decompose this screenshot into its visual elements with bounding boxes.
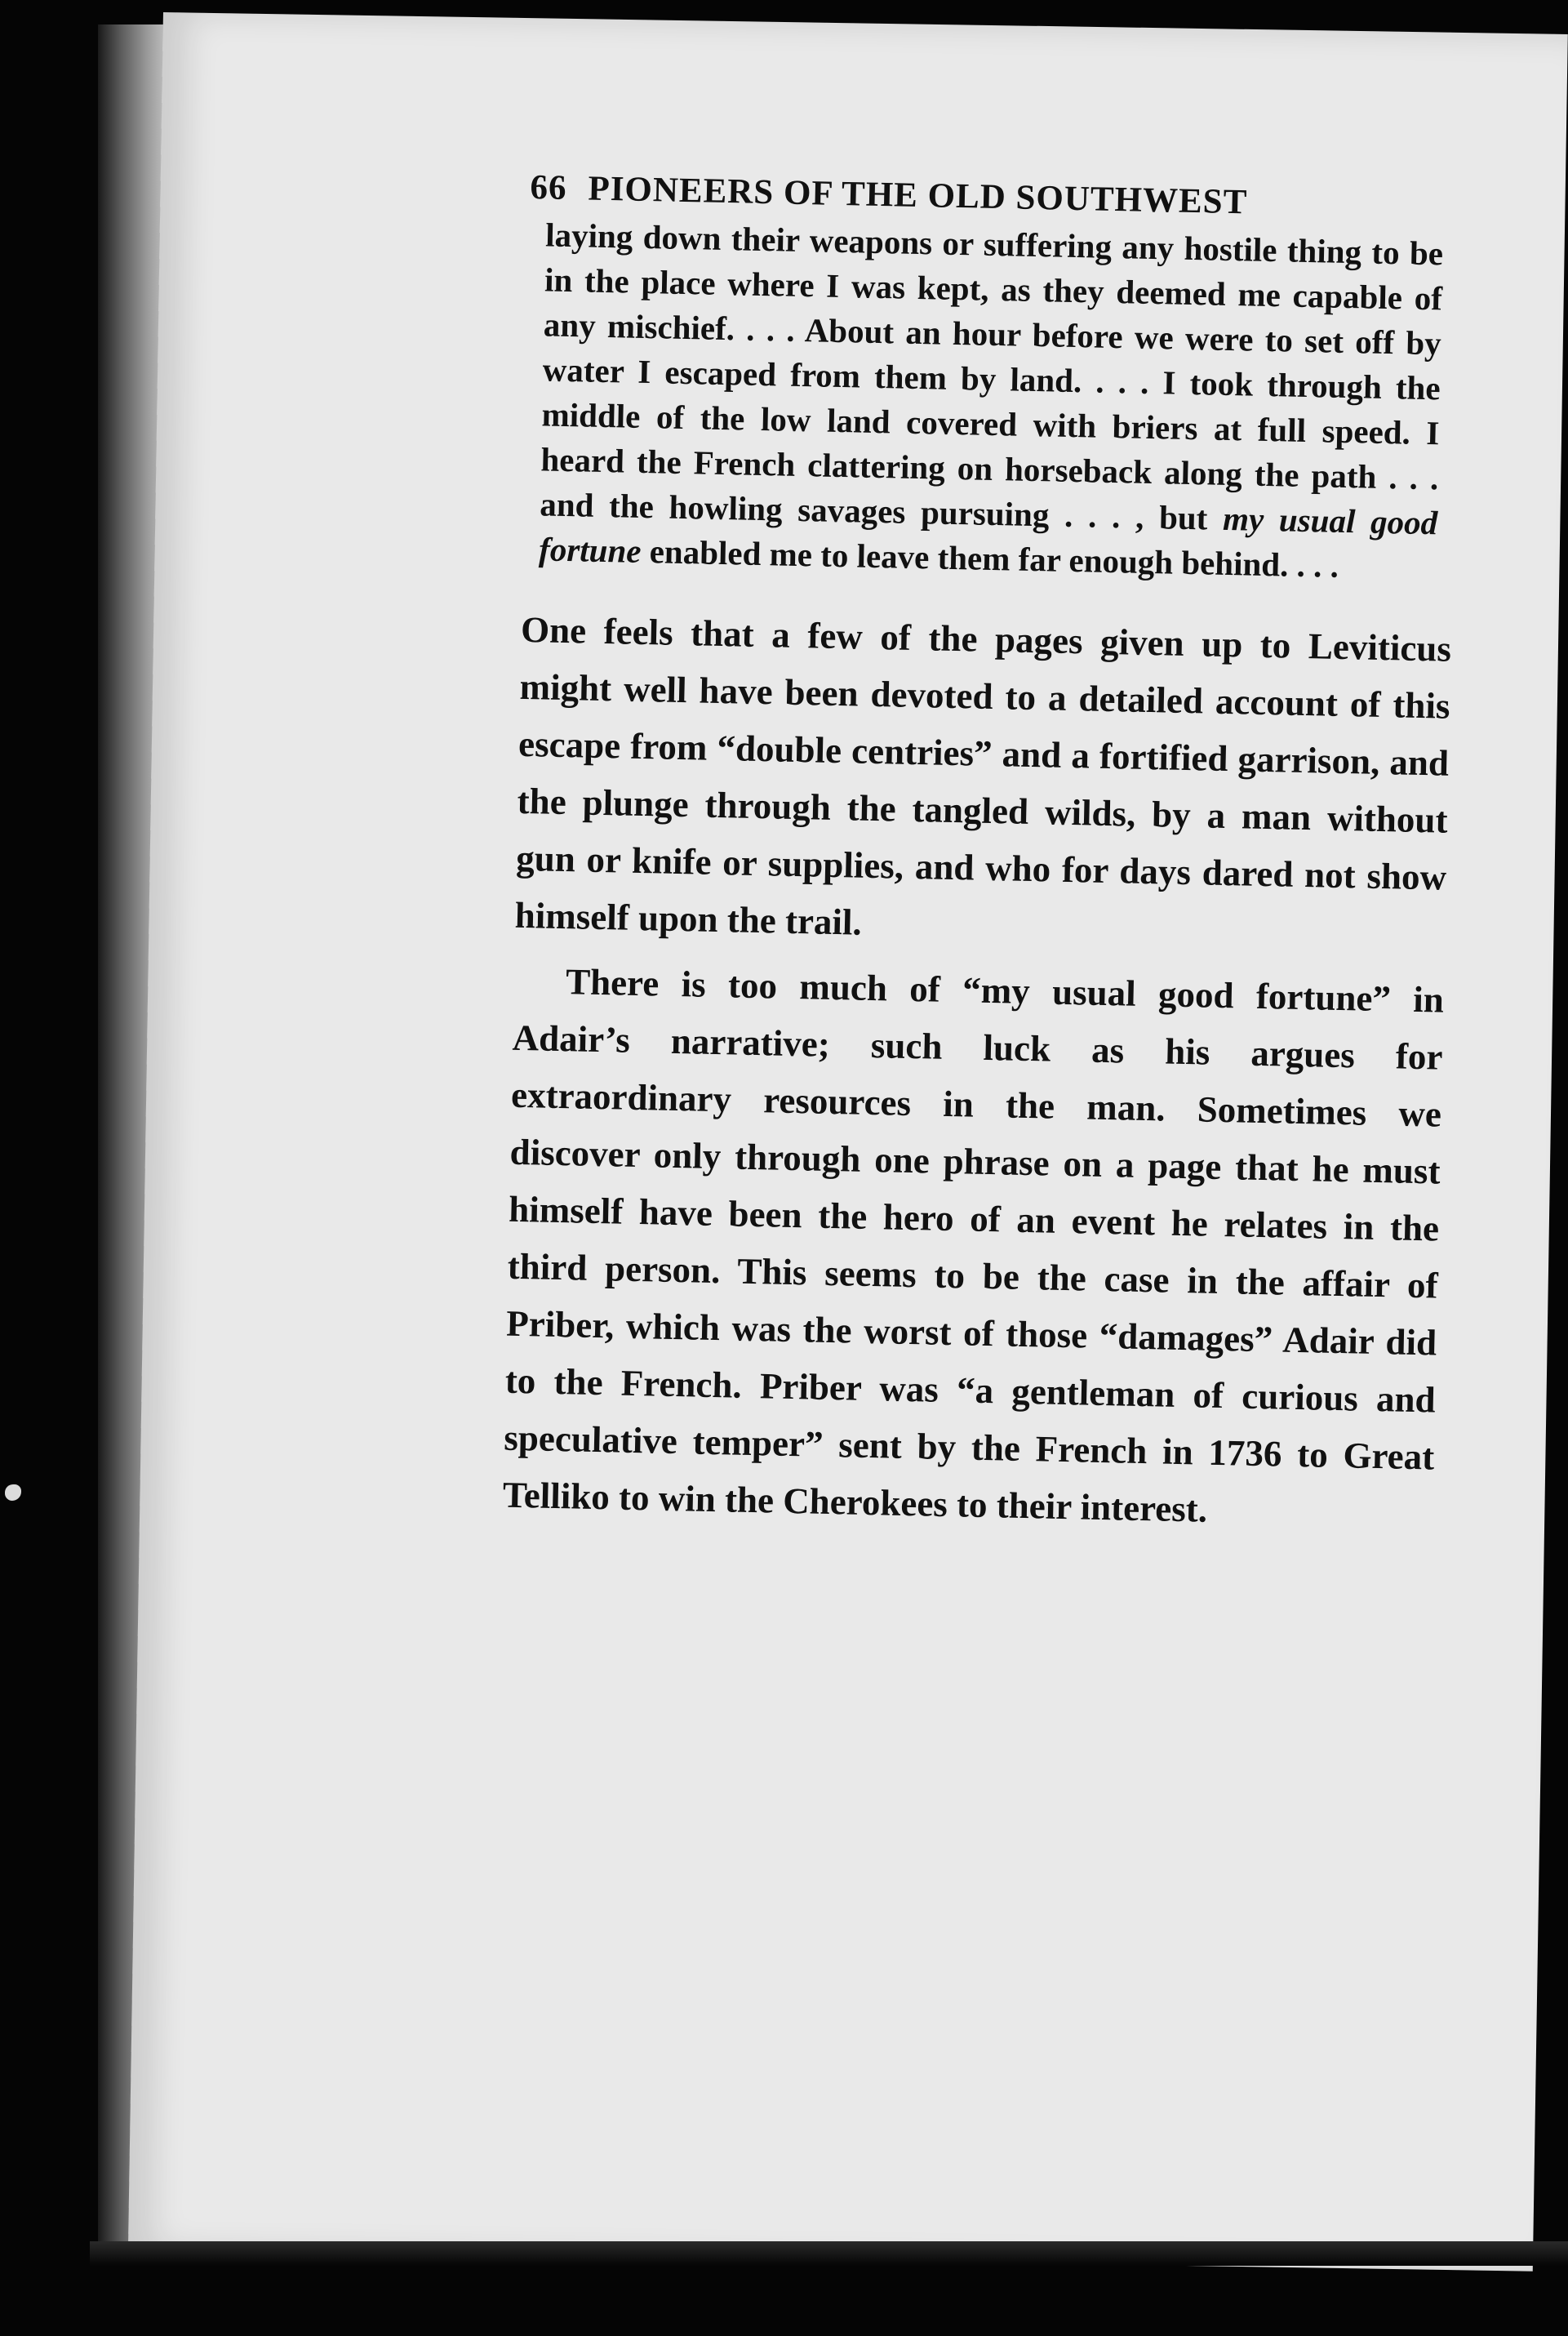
block-quote	[539, 212, 1444, 590]
paragraph-escape: One feels that a few of the pages given up to Leviticus might well have been devoted to a detailed account of this escape from “double centries” and a fortified garrison, and the plunge through the tangled wilds, by a man without gun or knife or supplies, and who for days dared not show himself upon the trail.	[514, 608, 1452, 943]
quote-text-after: enabled me to leave them far enough behind. . . .	[641, 532, 1339, 585]
quote-text-before: laying down their weapons or suffering any hostile thing to be in the place where I was kept, as they deemed me capable of any mischief. . . . About an hour before we were to set off by water I escaped from them by land. . . . I took through the middle of the low land covered with briers at full speed. I heard the French clattering on horseback along the path . . . and the howling savages pursuing . . . , but	[539, 216, 1444, 537]
page-text	[502, 167, 1461, 1543]
page-number: 66	[529, 167, 567, 207]
page-bottom-edge	[90, 2241, 1568, 2266]
scan-speck	[5, 1484, 21, 1501]
paragraph-priber: There is too much of “my usual good fortune” in Adair’s narrative; such luck as his argues for extraordinary resources in the man. Sometimes we discover only through one phrase on a page that he must himself have been the hero of an event he relates in the third person. This seems to be the case in the affair of Priber, which was the worst of those “damages” Adair did to the French. Priber was “a gentleman of curious and speculative temper” sent by the French in 1736 to Great Telliko to win the Cherokees to their interest.	[502, 961, 1445, 1530]
quote-emphasis: my usual good fortune	[538, 499, 1438, 570]
running-title: PIONEERS OF THE OLD SOUTHWEST	[587, 169, 1248, 222]
